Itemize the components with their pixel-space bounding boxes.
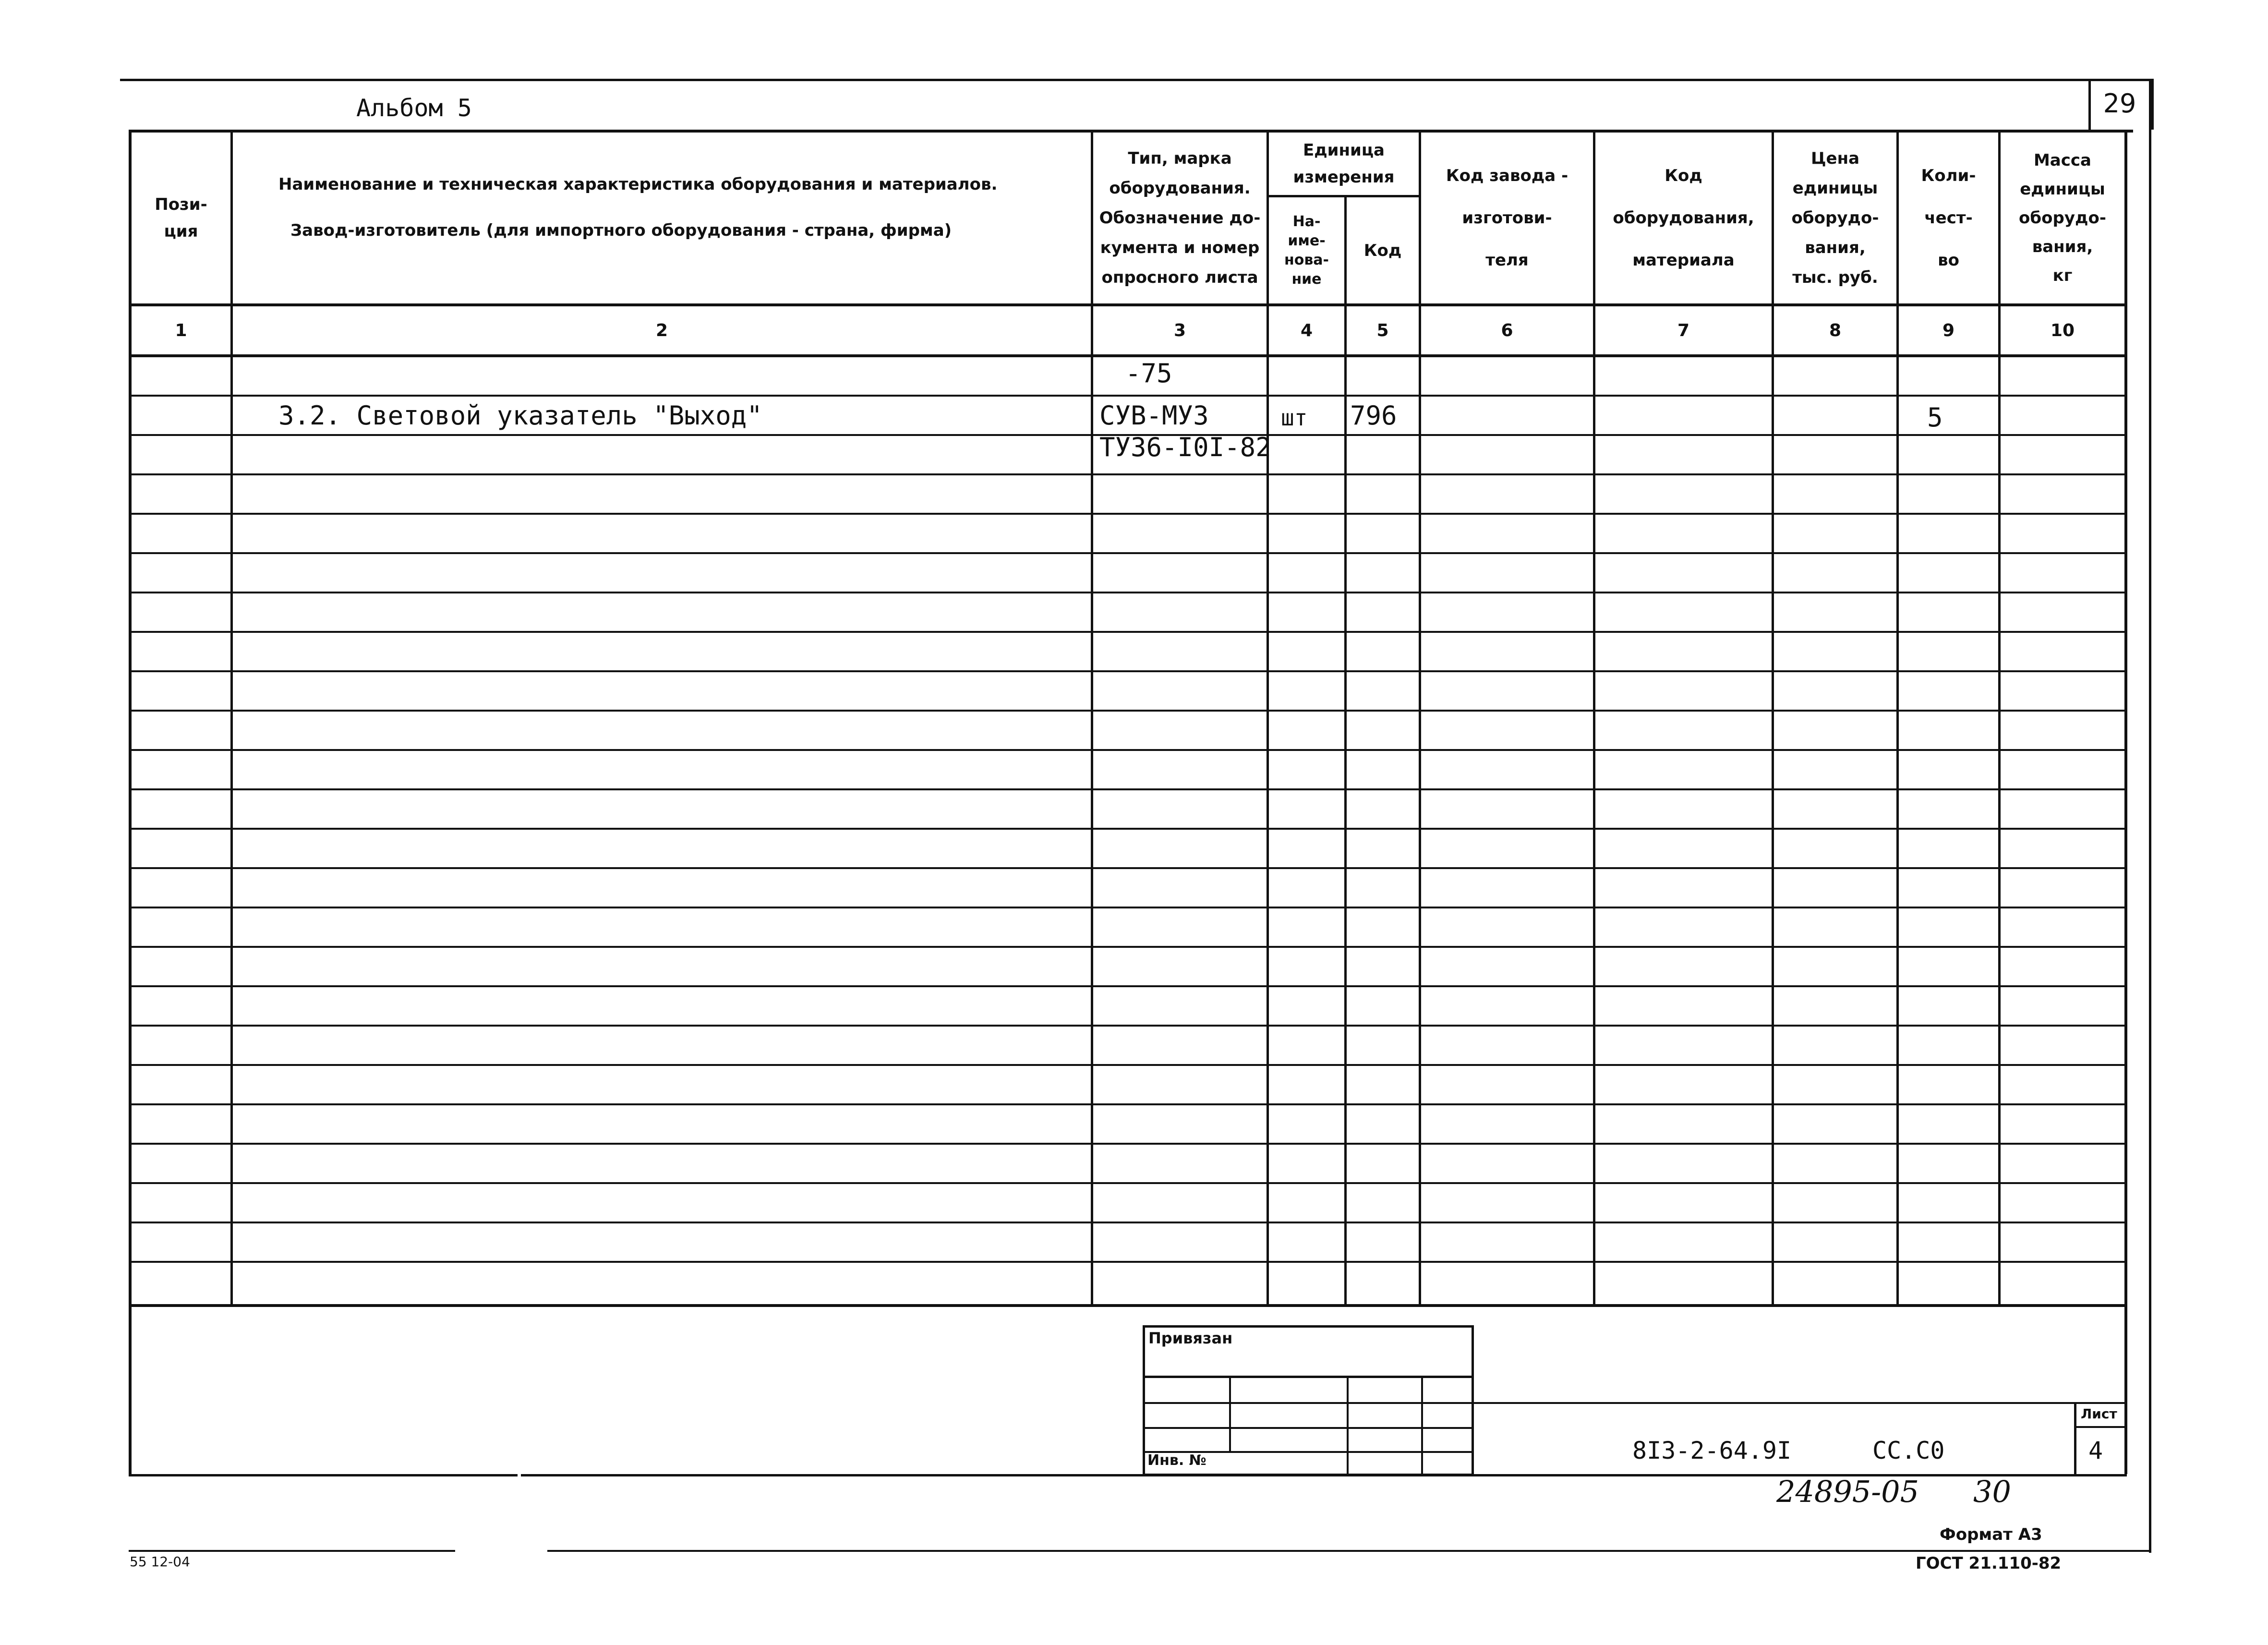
row-line bbox=[129, 552, 2127, 554]
header-position: Пози- ция bbox=[155, 195, 207, 241]
row-line bbox=[129, 513, 2127, 515]
row-line bbox=[129, 631, 2127, 633]
doc-code: 8I3-2-64.9I bbox=[1632, 1437, 1792, 1464]
stamp-line-3 bbox=[1143, 1427, 1474, 1429]
gost-label: ГОСТ 21.110-82 bbox=[1916, 1554, 2062, 1573]
row-line bbox=[129, 1025, 2127, 1027]
title-block-top bbox=[1474, 1402, 2127, 1404]
sheet-number: 4 bbox=[2088, 1437, 2103, 1464]
doc-suffix: СС.С0 bbox=[1872, 1437, 1945, 1464]
header-price: Цена единицы оборудо- вания, тыс. руб. bbox=[1791, 149, 1879, 287]
row2-quantity: 5 bbox=[1927, 402, 1943, 433]
col-number-5: 5 bbox=[1376, 320, 1389, 340]
col-number-1: 1 bbox=[175, 320, 187, 340]
row-line bbox=[129, 1182, 2127, 1184]
row-line bbox=[129, 828, 2127, 830]
row-line bbox=[129, 1103, 2127, 1105]
stamp-bound-label: Привязан bbox=[1148, 1329, 1233, 1347]
header-name-line2: Завод-изготовитель (для импортного оборудования - страна, фирма) bbox=[290, 221, 952, 240]
header-type-mark: Тип, марка оборудования. Обозначение до- кумента и номер опросного листа bbox=[1099, 149, 1261, 287]
row-line bbox=[129, 946, 2127, 948]
row1-type-mark: -75 bbox=[1125, 358, 1172, 388]
col-number-9: 9 bbox=[1942, 320, 1955, 340]
col-number-4: 4 bbox=[1300, 320, 1313, 340]
stamp-line-2 bbox=[1143, 1402, 1474, 1404]
header-factory-code: Код завода - изготови- теля bbox=[1446, 166, 1568, 270]
sheet-label: Лист bbox=[2081, 1406, 2117, 1422]
col-number-2: 2 bbox=[655, 320, 668, 340]
archive-page: 30 bbox=[1973, 1474, 2011, 1509]
row2-type-mark: СУВ-МУЗ bbox=[1099, 400, 1209, 431]
header-equipment-code: Код оборудования, материала bbox=[1613, 166, 1754, 270]
row-line bbox=[129, 592, 2127, 593]
stamp-inv-label: Инв. № bbox=[1147, 1452, 1206, 1469]
format-label: Формат А3 bbox=[1940, 1525, 2042, 1544]
row-line bbox=[129, 710, 2127, 712]
row-line bbox=[129, 1222, 2127, 1223]
stamp-line-1 bbox=[1143, 1376, 1474, 1378]
footer-rule-left bbox=[129, 1550, 455, 1552]
page-number: 29 bbox=[2103, 88, 2136, 119]
table-right-border bbox=[2124, 130, 2127, 1474]
frame-right-outer bbox=[2149, 79, 2151, 1553]
sheet-box-divider bbox=[2074, 1426, 2127, 1428]
row-line bbox=[129, 1143, 2127, 1145]
row-line bbox=[129, 749, 2127, 751]
row-line bbox=[129, 670, 2127, 672]
col-number-8: 8 bbox=[1829, 320, 1842, 340]
col-number-3: 3 bbox=[1173, 320, 1186, 340]
row-line bbox=[129, 907, 2127, 908]
header-name-line1: Наименование и техническая характеристика оборудования и материалов. bbox=[278, 175, 998, 194]
row3-type-mark: ТУ36-I0I-82 bbox=[1099, 432, 1271, 462]
row-line bbox=[129, 395, 2127, 397]
row-line bbox=[129, 985, 2127, 987]
header-mass: Масса единицы оборудо- вания, кг bbox=[2019, 151, 2106, 285]
print-code: 55 12-04 bbox=[130, 1554, 190, 1570]
row2-unit: шт bbox=[1281, 405, 1308, 431]
stamp-vline-1 bbox=[1229, 1376, 1231, 1451]
header-unit-name: На- име- нова- ние bbox=[1284, 213, 1329, 288]
stamp-vline-2 bbox=[1347, 1376, 1349, 1476]
album-label: Альбом 5 bbox=[356, 94, 472, 122]
archive-number: 24895-05 bbox=[1776, 1474, 1919, 1509]
stamp-vline-3 bbox=[1421, 1376, 1423, 1476]
grid-bottom bbox=[129, 1304, 2127, 1307]
row2-unit-code: 796 bbox=[1350, 400, 1397, 431]
header-unit-group: Единица измерения bbox=[1293, 141, 1395, 187]
top-rule bbox=[120, 79, 2151, 81]
row-line bbox=[129, 867, 2127, 869]
row-line bbox=[129, 788, 2127, 790]
row-line bbox=[129, 1064, 2127, 1066]
col-divider-4 bbox=[1344, 196, 1347, 1306]
col-number-7: 7 bbox=[1677, 320, 1690, 340]
footer-rule-right bbox=[547, 1550, 2151, 1552]
number-row-bottom bbox=[129, 354, 2127, 357]
title-block-left-bottom bbox=[129, 1474, 518, 1476]
header-name bbox=[233, 133, 1091, 303]
col-number-10: 10 bbox=[2050, 320, 2075, 340]
row-line bbox=[129, 1261, 2127, 1263]
col-number-6: 6 bbox=[1501, 320, 1513, 340]
header-unit-code: Код bbox=[1363, 241, 1402, 260]
header-quantity: Коли- чест- во bbox=[1921, 166, 1976, 270]
row-line bbox=[129, 473, 2127, 475]
row2-name: 3.2. Световой указатель "Выход" bbox=[278, 400, 762, 431]
